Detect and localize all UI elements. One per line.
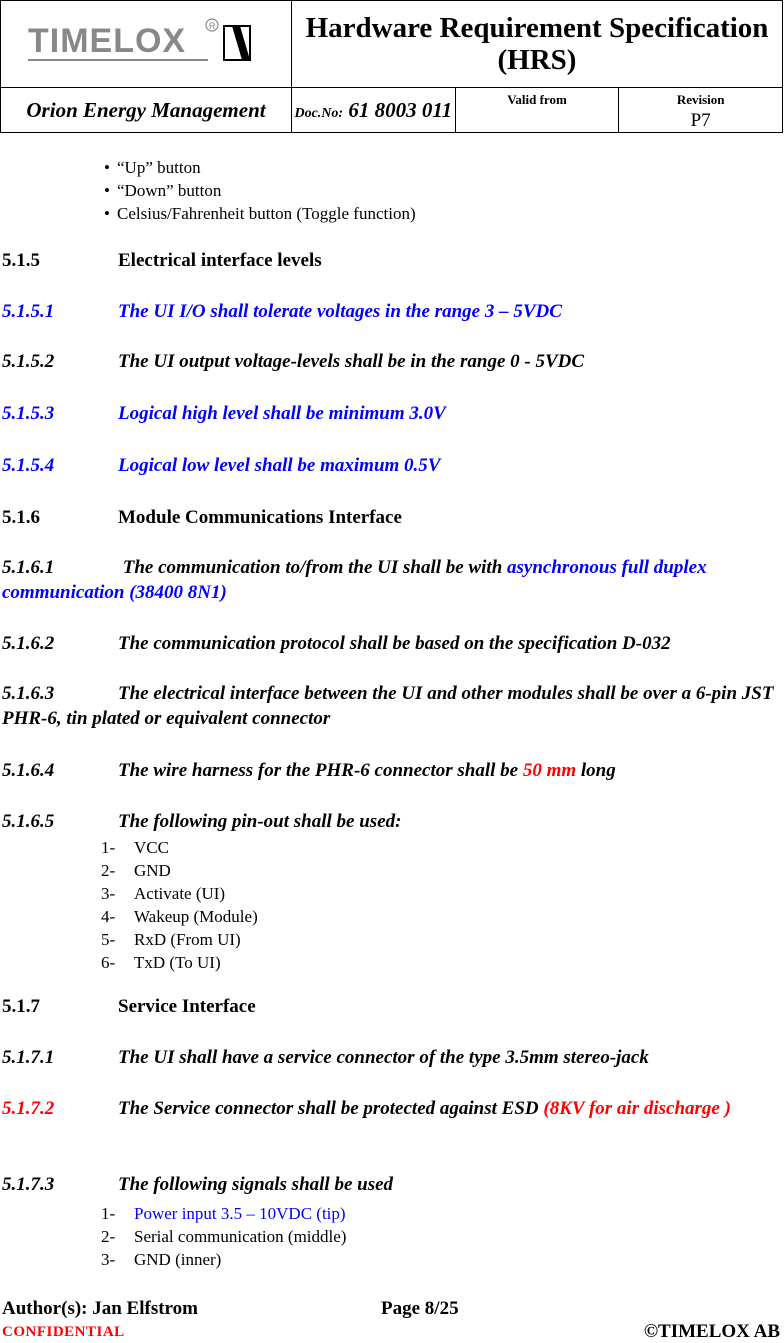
requirement-5-1-6-1: 5.1.6.1 The communication to/from the UI shall be with asynchronous full duplex communication (38400 8N1) [2,557,707,603]
requirement-5-1-5-3: 5.1.5.3 Logical high level shall be minimum 3.0V [2,403,446,424]
list-item: 4- Wakeup (Module) [101,907,258,926]
section-5-1-6-heading: 5.1.6 Module Communications Interface [2,507,402,528]
list-item: 1- VCC [101,838,169,857]
valid-from-label: Valid from [507,92,567,107]
list-item: 3- Activate (UI) [101,884,226,903]
confidential-label: CONFIDENTIAL [2,1324,125,1340]
signals-list [101,1202,346,1271]
document-title: Hardware Requirement Specification (HRS) [292,1,783,88]
timelox-logo-icon [26,16,266,68]
requirement-5-1-5-1: 5.1.5.1 The UI I/O shall tolerate voltages in the range 3 – 5VDC [2,301,562,322]
svg-text:R: R [209,20,216,31]
requirement-5-1-5-4: 5.1.5.4 Logical low level shall be maximum 0.5V [2,455,441,476]
footer-page-number: Page 8/25 [381,1298,459,1319]
list-item: 3- GND (inner) [101,1250,222,1269]
requirement-5-1-7-1: 5.1.7.1 The UI shall have a service connector of the type 3.5mm stereo-jack [2,1047,649,1068]
pinout-list [101,836,258,974]
section-5-1-5-heading: 5.1.5 Electrical interface levels [2,250,322,271]
list-item: 6- TxD (To UI) [101,953,221,972]
doc-no-value: 61 8003 011 [348,97,453,122]
requirement-5-1-7-3: 5.1.7.3 The following signals shall be used [2,1174,394,1195]
list-item: • “Down” button [104,179,416,202]
copyright-label: ©TIMELOX AB [643,1321,780,1342]
list-item: • Celsius/Fahrenheit button (Toggle function) [104,202,416,225]
list-item: 1- Power input 3.5 – 10VDC (tip) [101,1204,346,1223]
list-item: 5- RxD (From UI) [101,930,241,949]
revision-value: P7 [690,110,711,131]
revision-label: Revision [676,92,725,107]
requirement-5-1-7-2: 5.1.7.2 The Service connector shall be protected against ESD (8KV for air discharge ) [2,1098,731,1119]
list-item: • “Up” button [104,156,416,179]
document-number [292,88,456,133]
requirement-5-1-5-2: 5.1.5.2 The UI output voltage-levels shall be in the range 0 - 5VDC [2,351,585,372]
svg-text:TIMELOX: TIMELOX [28,21,187,60]
list-item: 2- GND [101,861,171,880]
requirement-5-1-6-2: 5.1.6.2 The communication protocol shall be based on the specification D-032 [2,633,671,654]
section-5-1-7-heading: 5.1.7 Service Interface [2,996,256,1017]
footer-authors: Author(s): Jan Elfstrom [2,1298,198,1319]
requirement-5-1-6-3: 5.1.6.3 The electrical interface between the UI and other modules shall be over a 6-pin JST PHR-6, tin plated or equivalent connector [2,683,774,729]
list-item: 2- Serial communication (middle) [101,1227,347,1246]
valid-from-cell [455,88,619,133]
requirement-5-1-6-4: 5.1.6.4 The wire harness for the PHR-6 connector shall be 50 mm long [2,760,616,781]
revision-cell [619,88,783,133]
company-logo [1,1,292,88]
button-bullet-list [104,156,416,225]
requirement-5-1-6-5: 5.1.6.5 The following pin-out shall be used: [2,811,402,832]
organization-name: Orion Energy Management [1,88,292,133]
document-header [0,0,783,133]
doc-no-label: Doc.No: [294,105,344,121]
